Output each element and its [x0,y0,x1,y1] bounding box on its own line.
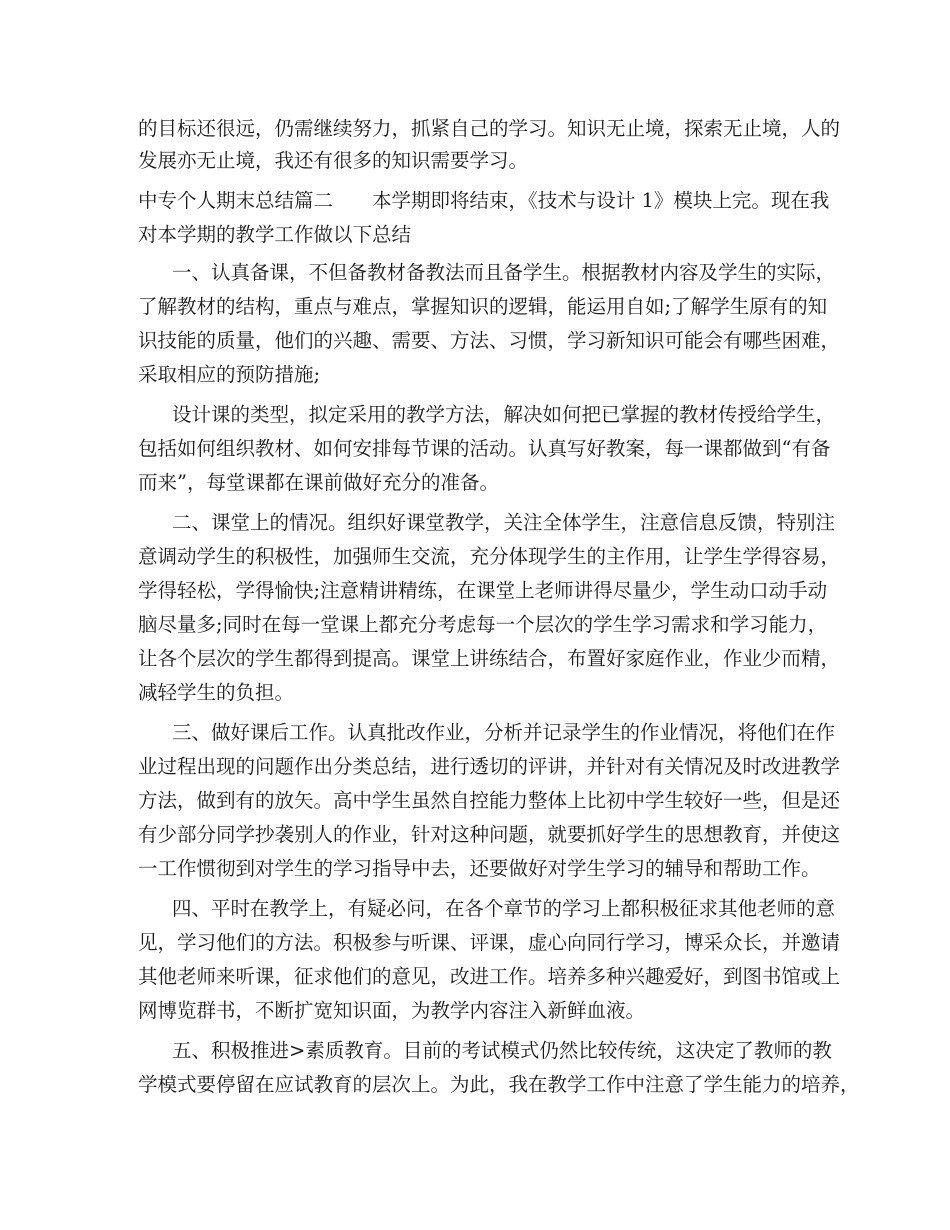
paragraph-start-line: 四、平时在教学上，有疑必问，在各个章节的学习上都积极征求其他老师的意 [172,897,836,920]
text-line: 有少部分同学抄袭别人的作业，针对这种问题，就要抓好学生的思想教育，并使这 [138,823,841,846]
text-line: 其他老师来听课，征求他们的意见，改进工作。培养多种兴趣爱好，到图书馆或上 [138,965,841,988]
paragraph-start-line: 三、做好课后工作。认真批改作业，分析并记录学生的作业情况，将他们在作 [172,721,836,744]
text-line: 包括如何组织教材、如何安排每节课的活动。认真写好教案，每一课都做到“有备 [138,437,831,460]
section-heading-line: 中专个人期末总结篇二 本学期即将结束，《技术与设计 1》模块上完。现在我 [138,189,830,212]
text-line: 而来”，每堂课都在课前做好充分的准备。 [138,471,499,494]
paragraph-start-line: 一、认真备课，不但备教材备教法而且备学生。根据教材内容及学生的实际， [172,261,836,284]
text-line: 采取相应的预防措施; [138,363,321,386]
text-line: 学模式要停留在应试教育的层次上。为此，我在教学工作中注意了学生能力的培养， [138,1073,860,1096]
text-line: 脑尽量多;同时在每一堂课上都充分考虑每一个层次的学生学习需求和学习能力， [138,613,828,636]
paragraph-start-line: 设计课的类型，拟定采用的教学方法，解决如何把已掌握的教材传授给学生， [172,403,836,426]
text-line: 网博览群书，不断扩宽知识面，为教学内容注入新鲜血液。 [138,999,646,1022]
text-line: 减轻学生的负担。 [138,681,295,704]
text-line: 方法，做到有的放矢。高中学生虽然自控能力整体上比初中学生较好一些，但是还 [138,789,841,812]
text-line: 让各个层次的学生都得到提高。课堂上讲练结合，布置好家庭作业，作业少而精， [138,647,841,670]
text-line: 的目标还很远，仍需继续努力，抓紧自己的学习。知识无止境，探索无止境，人的 [138,117,841,140]
text-line: 了解教材的结构，重点与难点，掌握知识的逻辑，能运用自如;了解学生原有的知 [138,295,828,318]
text-line: 识技能的质量，他们的兴趣、需要、方法、习惯，学习新知识可能会有哪些困难， [138,329,841,352]
text-line: 学得轻松，学得愉快;注意精讲精练，在课堂上老师讲得尽量少，学生动口动手动 [138,579,828,602]
text-line: 发展亦无止境，我还有很多的知识需要学习。 [138,149,529,172]
text-line: 业过程出现的问题作出分类总结，进行透切的评讲，并针对有关情况及时改进教学 [138,755,841,778]
text-line: 一工作惯彻到对学生的学习指导中去，还要做好对学生学习的辅导和帮助工作。 [138,857,821,880]
paragraph-start-line: 五、积极推进>素质教育。目前的考试模式仍然比较传统，这决定了教师的教 [172,1039,832,1062]
text-line: 见，学习他们的方法。积极参与听课、评课，虚心向同行学习，博采众长，并邀请 [138,931,841,954]
text-line: 意调动学生的积极性，加强师生交流，充分体现学生的主作用，让学生学得容易， [138,545,841,568]
text-line: 对本学期的教学工作做以下总结 [138,223,412,246]
paragraph-start-line: 二、课堂上的情况。组织好课堂教学，关注全体学生，注意信息反馈，特别注 [172,511,836,534]
